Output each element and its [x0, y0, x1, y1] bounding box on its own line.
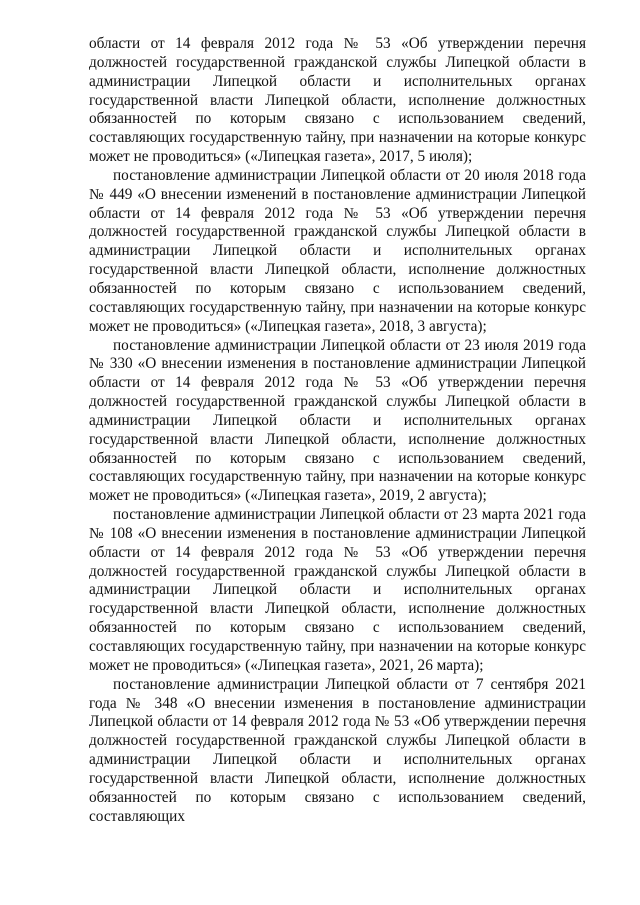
paragraph-decree-2021-march: постановление администрации Липецкой области от 23 марта 2021 года № 108 «О внесении изменения в постановление администрации Липецкой области от 14 февраля 2012 года № 53 «Об утверждении перечня должностей государственной гражданской службы Липецкой области в администрации Липецкой области и исполнительных органах государственной власти Липецкой области, исполнение должностных обязанностей по которым связано с использованием сведений, составляющих государственную тайну, при назначении на которые конкурс может не проводиться» («Липецкая газета», 2021, 26 марта);: [89, 506, 586, 674]
paragraph-continuation: области от 14 февраля 2012 года № 53 «Об утверждении перечня должностей государственной гражданской службы Липецкой области в администрации Липецкой области и исполнительных органах государственной власти Липецкой области, исполнение должностных обязанностей по которым связано с использованием сведений, составляющих государственную тайну, при назначении на которые конкурс может не проводиться» («Липецкая газета», 2017, 5 июля);: [89, 35, 586, 166]
document-page: [89, 35, 586, 826]
paragraph-decree-2021-september: постановление администрации Липецкой области от 7 сентября 2021 года № 348 «О внесении изменения в постановление администрации Липецкой области от 14 февраля 2012 года № 53 «Об утверждении перечня должностей государственной гражданской службы Липецкой области в администрации Липецкой области и исполнительных органах государственной власти Липецкой области, исполнение должностных обязанностей по которым связано с использованием сведений, составляющих: [89, 675, 586, 825]
paragraph-decree-2019: постановление администрации Липецкой области от 23 июля 2019 года № 330 «О внесении изменения в постановление администрации Липецкой области от 14 февраля 2012 года № 53 «Об утверждении перечня должностей государственной гражданской службы Липецкой области в администрации Липецкой области и исполнительных органах государственной власти Липецкой области, исполнение должностных обязанностей по которым связано с использованием сведений, составляющих государственную тайну, при назначении на которые конкурс может не проводиться» («Липецкая газета», 2019, 2 августа);: [89, 336, 586, 505]
paragraph-decree-2018: постановление администрации Липецкой области от 20 июля 2018 года № 449 «О внесении изменений в постановление администрации Липецкой области от 14 февраля 2012 года № 53 «Об утверждении перечня должностей государственной гражданской службы Липецкой области в администрации Липецкой области и исполнительных органах государственной власти Липецкой области, исполнение должностных обязанностей по которым связано с использованием сведений, составляющих государственную тайну, при назначении на которые конкурс может не проводиться» («Липецкая газета», 2018, 3 августа);: [89, 166, 586, 335]
